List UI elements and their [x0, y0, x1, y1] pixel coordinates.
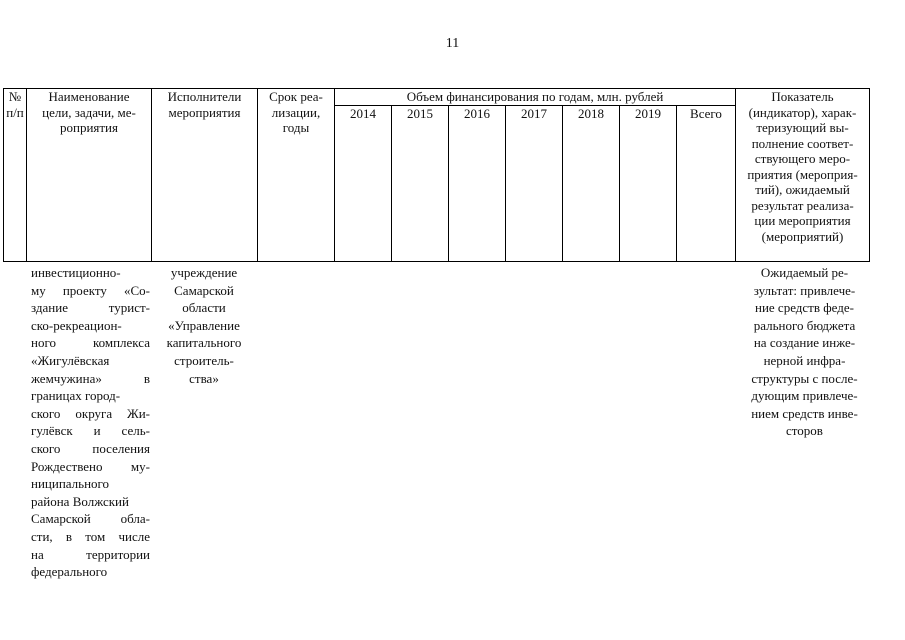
year-2016: 2016 — [449, 105, 506, 262]
header-funding-title: Объем финансирования по годам, млн. рублей — [335, 89, 736, 106]
header-table — [3, 88, 870, 262]
year-2017: 2017 — [506, 105, 563, 262]
executor-text: учреждение Самарской области «Управление капитального строитель- ства» — [166, 265, 242, 386]
year-total: Всего — [677, 105, 736, 262]
header-term: Срок реа- лизации, годы — [258, 89, 335, 262]
header-indicator: Показатель (индикатор), харак- теризующий вы- полнение соответ- ствующего меро- приятия (мероприя- тий), ожидаемый результат реализа- ции мероприятия (мероприятий) — [736, 89, 870, 262]
header-name: Наименование цели, задачи, ме- роприятия — [27, 89, 152, 262]
measure-name-text: инвестиционно- му проекту «Со- здание турист- ско-рекреацион- ного комплекса «Жигулёвская жемчужина» в границах город- ского округа Жи- гулёвск и сель- ского поселения Рождествено му- ниципального района Волжский Самарской обла- сти, в том числе на территории федерального — [31, 265, 150, 580]
year-2018: 2018 — [563, 105, 620, 262]
header-executors: Исполнители мероприятия — [152, 89, 258, 262]
page-number: 11 — [445, 36, 460, 51]
expected-result-text: Ожидаемый ре- зультат: привлече- ние средств феде- рального бюджета на создание инже- нерной инфра- структуры с после- дующим привлече- нием средств инве- сторов — [751, 265, 858, 439]
year-2019: 2019 — [620, 105, 677, 262]
year-2014: 2014 — [335, 105, 392, 262]
header-num: № п/п — [4, 89, 27, 262]
year-2015: 2015 — [392, 105, 449, 262]
